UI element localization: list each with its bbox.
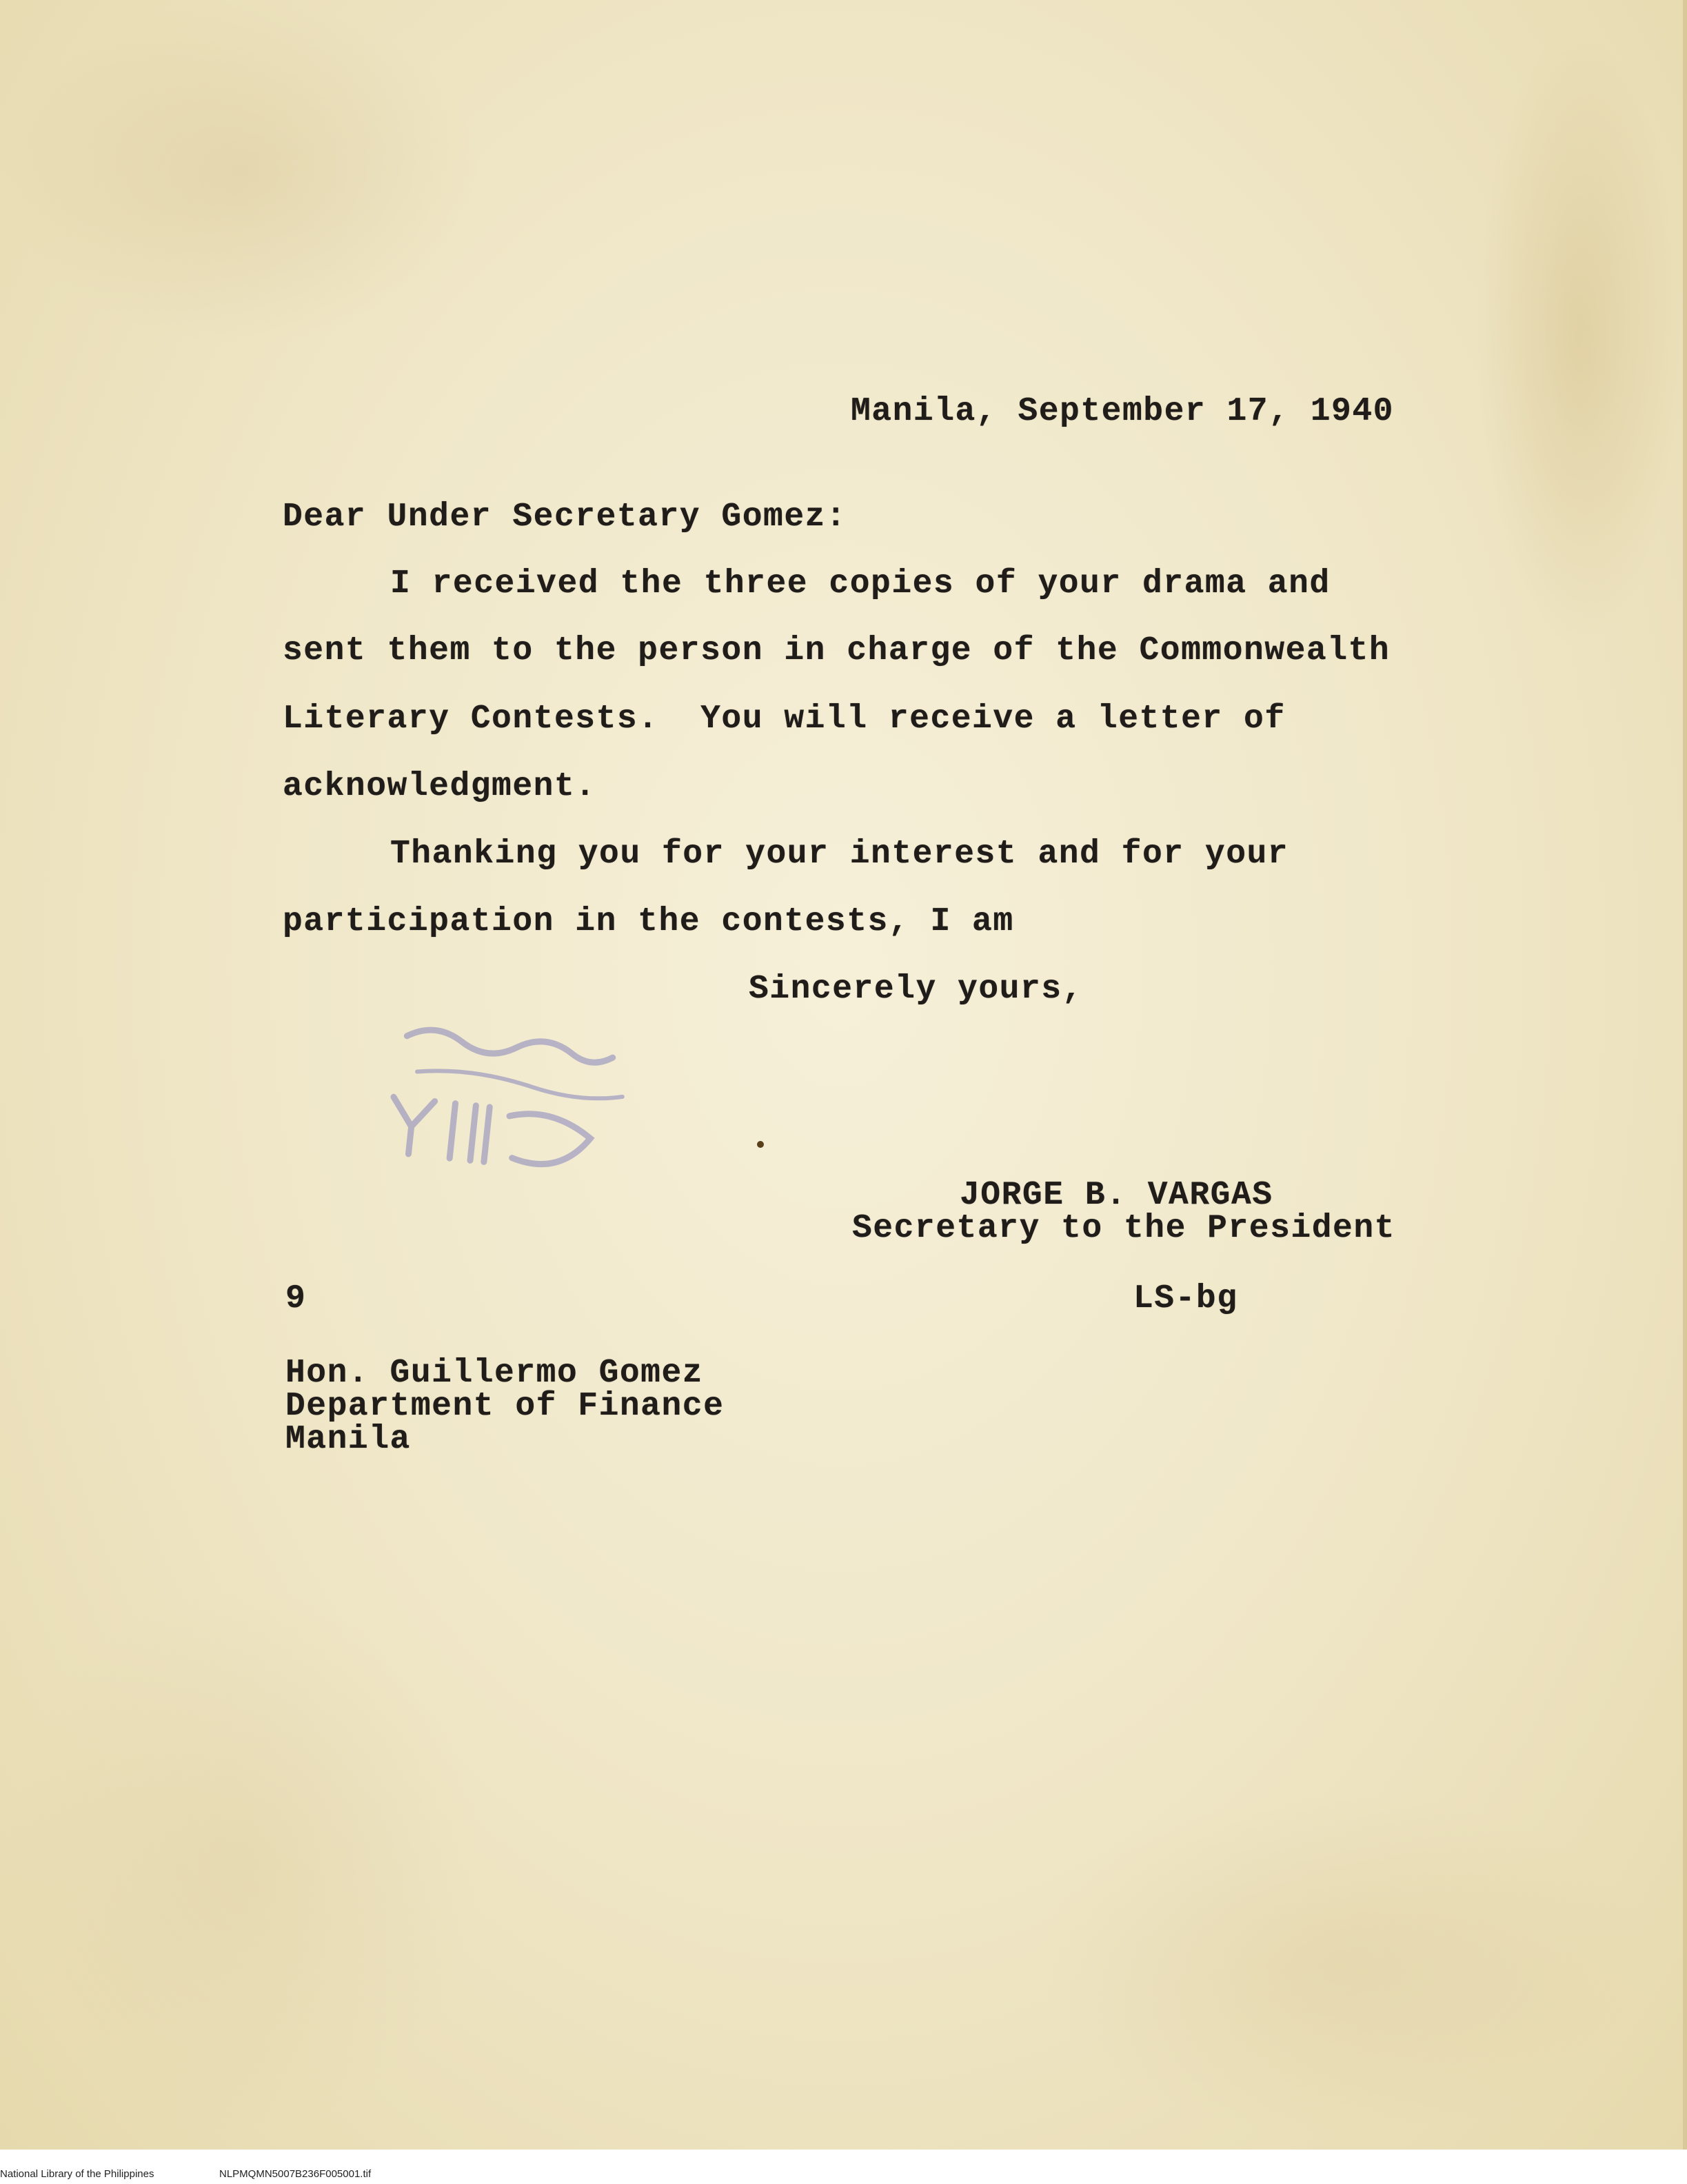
dateline: Manila, September 17, 1940 bbox=[851, 393, 1394, 430]
closing: Sincerely yours, bbox=[749, 971, 1083, 1008]
body-line: acknowledgment. bbox=[283, 768, 596, 805]
recipient-line: Hon. Guillermo Gomez bbox=[285, 1355, 704, 1392]
paper-stain bbox=[1034, 1792, 1655, 2137]
paper-stain bbox=[1475, 28, 1682, 648]
salutation: Dear Under Secretary Gomez: bbox=[283, 498, 847, 536]
received-stamp-icon bbox=[362, 992, 671, 1228]
signatory-title: Secretary to the President bbox=[852, 1210, 1395, 1247]
body-line: sent them to the person in charge of the Commonwealth bbox=[283, 632, 1391, 669]
archive-filename: NLPMQMN5007B236F005001.tif bbox=[219, 2168, 372, 2180]
body-line: I received the three copies of your drama and bbox=[390, 565, 1331, 603]
paper-stain bbox=[0, 1586, 483, 2137]
archive-label: National Library of the Philippines bbox=[0, 2168, 154, 2180]
paper-stain bbox=[0, 0, 483, 345]
recipient-line: Department of Finance bbox=[285, 1388, 725, 1425]
body-line: Thanking you for your interest and for your bbox=[390, 836, 1289, 873]
body-line: participation in the contests, I am bbox=[283, 903, 1014, 940]
body-line: Literary Contests. You will receive a letter of bbox=[283, 700, 1286, 738]
signatory-name: JORGE B. VARGAS bbox=[960, 1177, 1273, 1214]
ink-spot bbox=[757, 1141, 764, 1148]
recipient-line: Manila bbox=[285, 1421, 411, 1458]
reference-initials: LS-bg bbox=[1133, 1280, 1238, 1317]
page-marker: 9 bbox=[285, 1280, 307, 1317]
